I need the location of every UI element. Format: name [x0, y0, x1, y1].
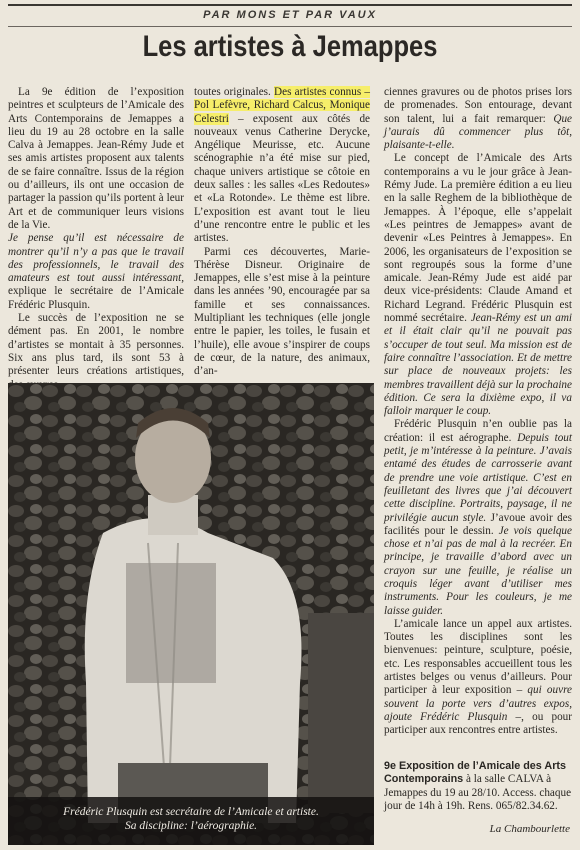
rubric-rule — [8, 26, 572, 27]
text: ciennes gravures ou de photos prises lors de promenades. Son entourage, devant son talent, lui a fait remarquer: — [384, 86, 572, 125]
paragraph — [384, 86, 572, 152]
photo-illustration — [8, 383, 374, 845]
event-title: 9e Exposition de l’Amicale des Arts Contemporains — [384, 760, 567, 786]
text: Frédéric Plusquin n’en oublie pas la création: il est aérographe. — [384, 418, 572, 444]
quote: Jean-Rémy est un ami et il était clair qu’il ne pouvait pas s’occuper de tout seul. Ma mission est de faire connaître l’association. Et de mettre sur place de nouveaux projets: les membres travaillent déjà sur la prochaine édition. Ce sera la dixième expo, il va falloir marquer le coup. — [384, 312, 573, 418]
text: toutes originales. — [194, 86, 271, 98]
headline: Les artistes à Jemappes — [142, 30, 438, 63]
author-signature: La Chambourlette — [489, 823, 570, 835]
event-info-box — [384, 760, 572, 813]
top-rule — [8, 4, 572, 6]
text: J’avoue avoir des facilités pour le dessin. — [384, 511, 572, 537]
text: – exposent aux côtés de nouveaux venus Catherine Derycke, Angélique Meurisse, etc. Aucune scénographie n’a été mise sur pied, chaque univers artistique se côtoie en deux salles : les salles «Les Redoutes» et «La Rotonde». Le thème est libre. L’exposition est avant tout le lieu d’une rencontre entre le public et les artistes. — [194, 112, 371, 245]
column-2 — [194, 86, 370, 379]
section-rubric: PAR MONS ET PAR VAUX — [203, 9, 377, 21]
quote: Depuis tout petit, je m’intéresse à la peinture. J’avais entamé des études de carrosserie avant de prendre une voie artistique. C’est en feuilletant des livres que j’ai découvert cette discipline. Portraits, paysage, il ne privilégie aucun style. — [384, 431, 573, 524]
brick-wall — [308, 613, 374, 813]
text: L’amicale lance un appel aux artistes. Toutes les disciplines sont les bienvenues: peinture, sculpture, poésie, etc. Les responsables accueillent tous les artistes belges ou venus d’ailleurs. Pour participer à leur exposition — [384, 617, 572, 697]
highlighted-text: Des artistes connus – Pol Lefèvre, Richard Calcus, Monique Celestri — [194, 86, 371, 125]
paragraph: Le succès de l’exposition ne se dément pas. En 2001, le nombre d’artistes se montait à 35 personnes. Six ans plus tard, ils sont 53 à présenter leurs créations artistiques, — [8, 312, 184, 378]
artist-photo — [8, 383, 374, 845]
column-3 — [384, 86, 572, 738]
paragraph — [384, 618, 572, 738]
text: , ou pour participer aux rencontres entre artistes. — [384, 710, 572, 737]
photo-caption — [8, 797, 374, 845]
caption-line: Frédéric Plusquin est secrétaire de l’Amicale et artiste. — [63, 806, 319, 818]
jacket-print — [126, 563, 216, 683]
caption-line: Sa discipline: l’aérographie. — [124, 820, 258, 832]
text: explique le secrétaire de l’Amicale Frédéric Plusquin. — [8, 285, 184, 311]
column-1 — [8, 86, 184, 392]
paragraph: La 9e édition de l’exposition peintres et sculpteurs de l’Amicale des Arts Contemporains de Jemappes a lieu du 19 au 28 octobre en la salle Calva à Jemappes. Jean-Rémy Jude et ses amis artistes proposent aux talents de se faire connaître. Issus de la région ou d’ailleurs, ils ont une occasion de partager la passion qu’ils portent à leur Art et de communiquer leurs visions de la Vie. — [8, 86, 184, 231]
quote: Je pense qu’il est nécessaire de montrer qu’il n’y a pas que le travail des professionnels, le travail des amateurs est tout aussi intéressant, — [8, 232, 184, 285]
paragraph — [194, 86, 370, 246]
quote: – qui ouvre souvent la porte vers d’autres expos, ajoute Frédéric Plusquin – — [384, 684, 572, 723]
paragraph: Parmi ces découvertes, Marie-Thérèse Disneur. Originaire de Jemappes, elle s’est mise à la peinture dans les années ’90, encouragée par sa famille et ses connaissances. Multipliant les techniques (elle jongle entre le papier, les toiles, le fusain et l’huile), elle avoue s’inspirer de coups de cœur, de la nature, des animaux, d’an- — [194, 245, 370, 378]
event-details: à la salle CALVA à Jemappes du 19 au 28/10. Access. chaque jour de 14h à 19h. Rens. 065/82.34.62. — [384, 773, 572, 812]
paragraph — [384, 418, 572, 617]
text: Le concept de l’Amicale des Arts contemporains a vu le jour grâce à Jean-Rémy Jude. La première édition a eu lieu en la salle Reghem de la bibliothèque de Jemappes. À l’époque, elle s’appelait «Les peintres de Jemappes» avant de devenir «Les Peintres à Jemappes». En 2006, les organisateurs de l’exposition se sont regroupés sous la forme d’une amicale. Jean-Rémy Jude est aidé par deux vice-présidents: Claude Amand et Richard Legrand. Frédéric Plusquin est nommé secrétaire. — [384, 152, 572, 325]
paragraph — [384, 152, 572, 418]
quote: Je vois quelque chose et n’ai pas de mal à la recréer. En principe, je travaille d’abord avec un crayon sur une feuille, je réalise un croquis léger avant d’utiliser mes instruments. Pour les couleurs, je me laisse guider. — [384, 524, 572, 617]
quote: Que j’aurais dû commencer plus tôt, plaisante-t-elle. — [384, 112, 572, 152]
paragraph — [8, 232, 184, 312]
